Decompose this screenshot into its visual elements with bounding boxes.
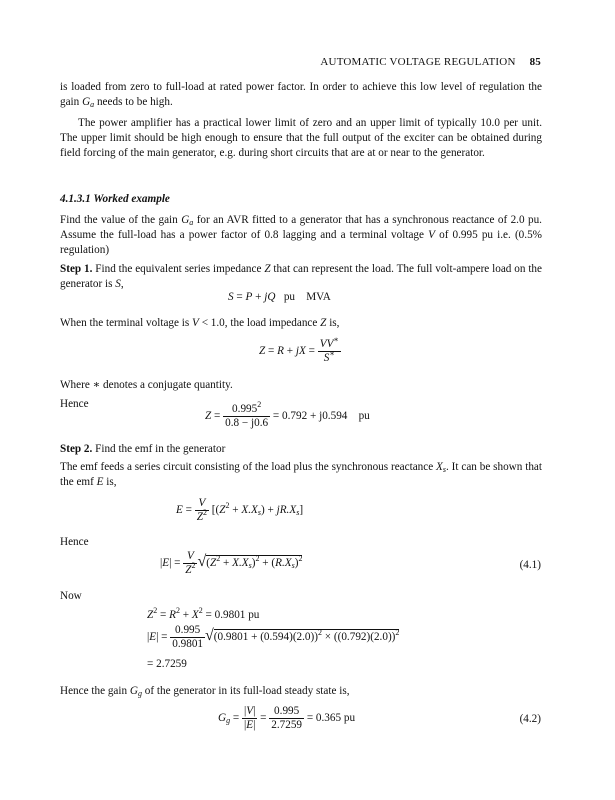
paragraph-5: Where ∗ denotes a conjugate quantity. (60, 379, 233, 391)
equation-e-result: = 2.7259 (147, 658, 187, 670)
equation-z-value: Z = $\frac{0.995^2}{0.8 - j0.6}$ = 0.792 + j0.594 pu (205, 400, 370, 429)
running-head-title: AUTOMATIC VOLTAGE REGULATION (320, 56, 516, 68)
equation-number-4-2: (4.2) (519, 713, 541, 725)
equation-4-1: |E| = $\frac{V}{Z^2}$ $√(Z^2 + X.X_s)^2 + (R.X_s)^2$ (160, 550, 303, 576)
section-heading: 4.1.3.1 Worked example (60, 193, 170, 205)
paragraph-1: is loaded from zero to full-load at rated power factor. In order to achieve this low level of regulation the gain $G_a$ needs to be high. (60, 81, 542, 110)
step-2: Step 2. Find the emf in the generator (60, 443, 226, 455)
paragraph-7: Hence the gain $G_g$ of the generator in its full-load steady state is, (60, 685, 350, 698)
equation-4-2: $G_g$ = $\frac{|V|}{|E|}$ = $\frac{0.995}{2.7259}$ = 0.365 pu (218, 705, 356, 731)
hence-2: Hence (60, 536, 89, 548)
now-label: Now (60, 590, 82, 602)
page-number: 85 (529, 56, 541, 68)
step-1: Step 1. Find the equivalent series impedance Z that can represent the load. The full volt-ampere load on the generator is S, (60, 263, 542, 291)
running-head (320, 56, 541, 68)
equation-e: E = $\frac{V}{Z^2}$ $[(Z^2 + X.X_s) + jR.X_s]$ (176, 497, 304, 523)
equation-z-def: Z = R + jX = $\frac{VV^∗}{S^∗}$ (259, 335, 339, 364)
hence-1: Hence (60, 398, 89, 410)
equation-number-4-1: (4.1) (519, 559, 541, 571)
equation-e-numeric: |E| = $\frac{0.995}{0.9801}$ $√(0.9801 + (0.594)(2.0))^2 \times ((0.792)(2.0))^2$ (147, 624, 400, 650)
paragraph-6: The emf feeds a series circuit consisting of the load plus the synchronous reactance $X_s$. It can be shown that the emf E is, (60, 461, 542, 489)
equation-s: S = P + jQ pu MVA (228, 291, 331, 303)
paragraph-2: The power amplifier has a practical lower limit of zero and an upper limit of typically 10.0 per unit. The upper limit should be high enough to ensure that the full output of the exciter can be obtained during field forcing of the main generator, e.g. during short circuits that are at or near to the generator. (60, 117, 542, 160)
paragraph-4: When the terminal voltage is V < 1.0, the load impedance Z is, (60, 317, 340, 329)
paragraph-3: Find the value of the gain $G_a$ for an AVR fitted to a generator that has a synchronous reactance of 2.0 pu. Assume the full-load has a power factor of 0.8 lagging and a terminal voltage V of 0.995 pu i.e. (0.5% regulation) (60, 214, 542, 257)
equation-z-squared: $Z^2 = R^2 + X^2 = 0.9801$ pu (147, 606, 260, 621)
